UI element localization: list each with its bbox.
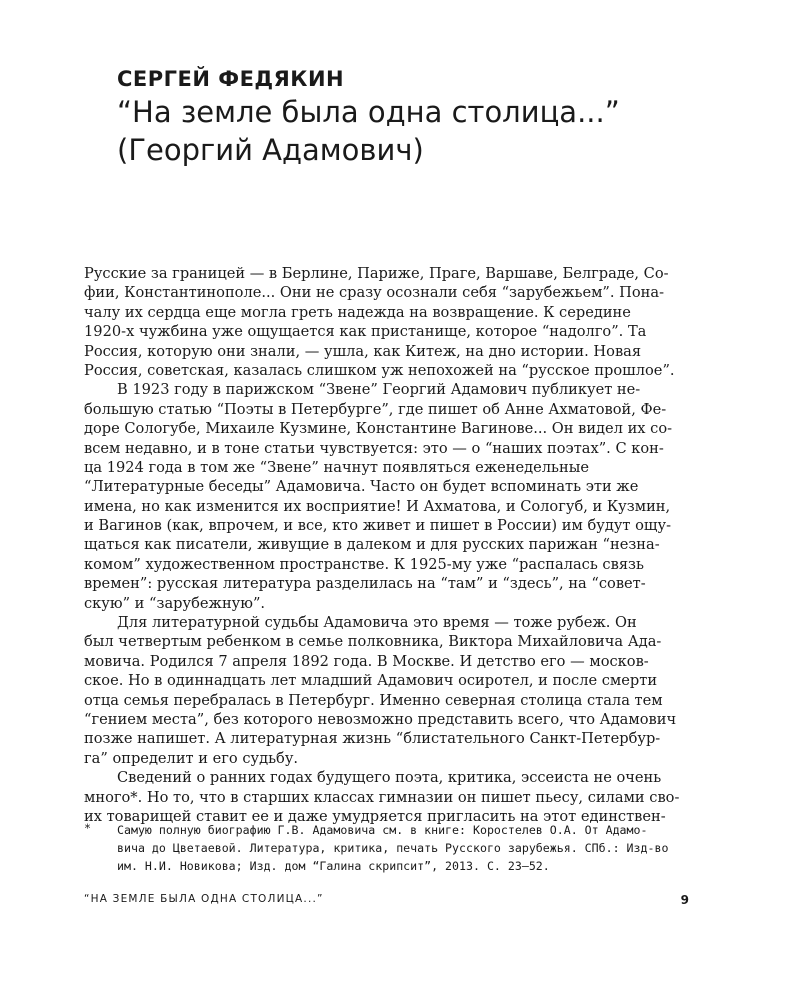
running-title: “НА ЗЕМЛЕ БЫЛА ОДНА СТОЛИЦА...”	[84, 893, 324, 905]
text-line: Для литературной судьбы Адамовича это время — тоже рубеж. Он	[117, 614, 637, 632]
text-line: и Вагинов (как, впрочем, и все, кто живет и пишет в России) им будут ощу-	[84, 517, 672, 535]
text-line: был четвертым ребенком в семье полковника, Виктора Михайловича Ада-	[84, 633, 662, 651]
text-line: всем недавно, и в тоне статьи чувствуется: это — о “наших поэтах”. С кон-	[84, 439, 664, 457]
footnote-line: им. Н.И. Новикова; Изд. дом “Галина скрипсит”, 2013. С. 23–52.	[117, 859, 550, 873]
text-line: В 1923 году в парижском “Звене” Георгий Адамович публикует не-	[117, 381, 641, 399]
text-line: позже напишет. А литературная жизнь “блистательного Санкт-Петербур-	[84, 730, 661, 748]
text-line: мовича. Родился 7 апреля 1892 года. В Москве. И детство его — москов-	[84, 652, 649, 670]
text-line: комом” художественном пространстве. К 1925-му уже “распалась связь	[84, 555, 644, 573]
text-line: много*. Но то, что в старших классах гимназии он пишет пьесу, силами сво-	[84, 788, 680, 806]
text-line: га” определит и его судьбу.	[84, 749, 299, 767]
text-line: их товарищей ставит ее и даже умудряется пригласить на этот единствен-	[84, 807, 666, 825]
text-line: времен”: русская литература разделилась на “там” и “здесь”, на “совет-	[84, 575, 646, 593]
text-line: “Литературные беседы” Адамовича. Часто он будет вспоминать эти же	[84, 478, 639, 496]
text-line: Сведений о ранних годах будущего поэта, критика, эссеиста не очень	[117, 769, 662, 787]
body-text	[84, 264, 684, 826]
text-line: Россия, советская, казалась слишком уж непохожей на “русское прошлое”.	[84, 361, 675, 379]
text-line: щаться как писатели, живущие в далеком и для русских парижан “незна-	[84, 536, 660, 554]
footnote-line: Самую полную биографию Г.В. Адамовича см. в книге: Коростелев О.А. От Адамо-	[117, 823, 648, 837]
text-line: ское. Но в одиннадцать лет младший Адамович осиротел, и после смерти	[84, 672, 658, 690]
text-line: Россия, которую они знали, — ушла, как Китеж, на дно истории. Новая	[84, 342, 642, 360]
chapter-title: “На земле была одна столица...”	[117, 95, 620, 129]
page-number: 9	[680, 893, 689, 907]
text-line: 1920-х чужбина уже ощущается как пристанище, которое “надолго”. Та	[84, 323, 647, 341]
text-line: фии, Константинополе... Они не сразу осознали себя “зарубежьем”. Пона-	[84, 284, 665, 302]
text-line: отца семья перебралась в Петербург. Именно северная столица стала тем	[84, 691, 663, 709]
footnote-marker: *	[84, 821, 91, 835]
text-line: имена, но как изменится их восприятие! И Ахматова, и Сологуб, и Кузмин,	[84, 497, 671, 515]
text-line: Русские за границей — в Берлине, Париже, Праге, Варшаве, Белграде, Со-	[84, 265, 669, 282]
text-line: чалу их сердца еще могла греть надежда на возвращение. К середине	[84, 303, 631, 321]
footnote-line: вича до Цветаевой. Литература, критика, печать Русского зарубежья. СПб.: Изд-во	[117, 841, 669, 855]
text-line: “гением места”, без которого невозможно представить всего, что Адамович	[84, 710, 677, 728]
chapter-subtitle: (Георгий Адамович)	[117, 133, 424, 167]
author-name: СЕРГЕЙ ФЕДЯКИН	[117, 67, 345, 91]
text-line: скую” и “зарубежную”.	[84, 594, 266, 612]
text-line: доре Сологубе, Михаиле Кузмине, Константине Вагинове... Он видел их со-	[84, 420, 673, 438]
text-line: большую статью “Поэты в Петербурге”, где пишет об Анне Ахматовой, Фе-	[84, 400, 667, 418]
footnote	[84, 821, 694, 875]
text-line: ца 1924 года в том же “Звене” начнут появляться еженедельные	[84, 458, 589, 476]
